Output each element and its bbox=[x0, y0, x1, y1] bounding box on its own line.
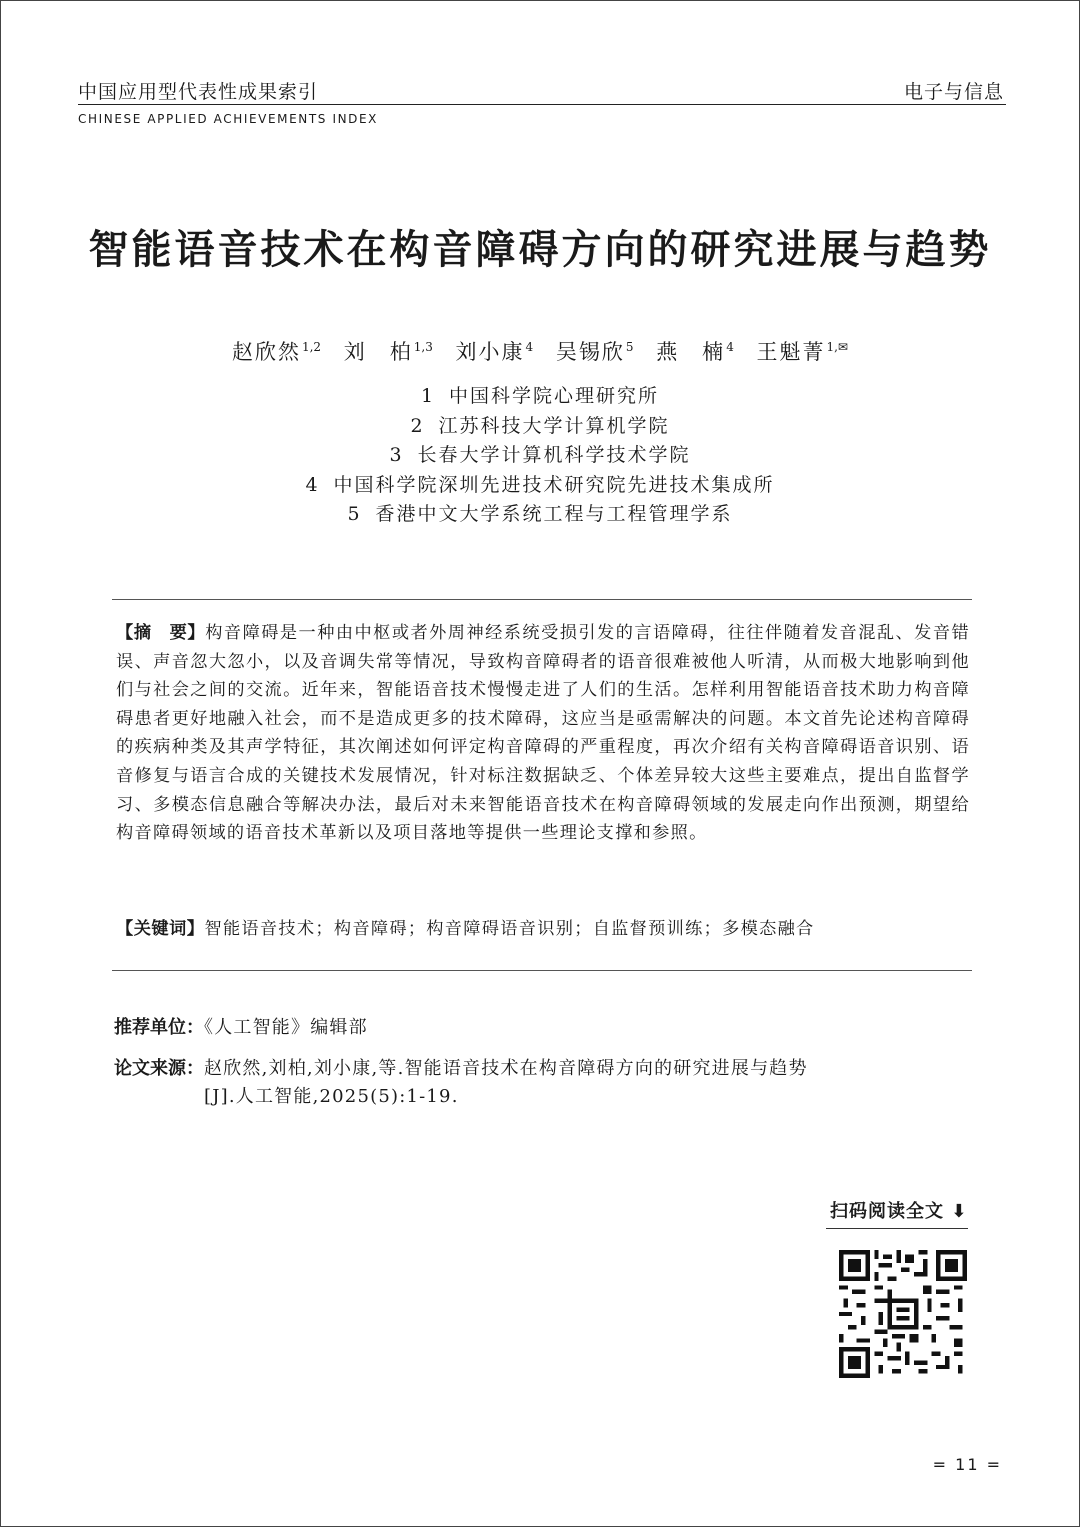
keywords bbox=[116, 914, 970, 939]
arrow-down-icon: ⬇ bbox=[951, 1201, 968, 1222]
abstract-bottom-divider bbox=[112, 970, 972, 971]
header-divider bbox=[78, 104, 1006, 105]
abstract-top-divider bbox=[112, 599, 972, 600]
abstract-text: 构音障碍是一种由中枢或者外周神经系统受损引发的言语障碍，往往伴随着发音混乱、发音错误、声音忽大忽小，以及音调失常等情况，导致构音障碍者的语音很难被他人听清，从而极大地影响到他们与社会之间的交流。近年来，智能语音技术慢慢走进了人们的生活。怎样利用智能语音技术助力构音障碍患者更好地融入社会，而不是造成更多的技术障碍，这应当是亟需解决的问题。本文首先论述构音障碍的疾病种类及其声学特征，其次阐述如何评定构音障碍的严重程度，再次介绍有关构音障碍语音识别、语音修复与语言合成的关键技术发展情况，针对标注数据缺乏、个体差异较大这些主要难点，提出自监督学习、多模态信息融合等解决办法，最后对未来智能语音技术在构音障碍领域的发展走向作出预测，期望给构音障碍领域的语音技术革新以及项目落地等提供一些理论支撑和参照。 bbox=[116, 623, 970, 844]
author-list bbox=[0, 336, 1080, 366]
source-citation: 赵欣然,刘柏,刘小康,等.智能语音技术在构音障碍方向的研究进展与趋势 [J].人工智能,2025(5):1-19. bbox=[204, 1058, 808, 1107]
keywords-label: 【关键词】 bbox=[116, 919, 205, 939]
author: 赵欣然$^{1,2}$ bbox=[231, 340, 322, 364]
qr-code[interactable] bbox=[839, 1250, 967, 1378]
scan-to-read[interactable]: 扫码阅读全文 ⬇ bbox=[830, 1201, 968, 1222]
paper-source bbox=[114, 1055, 970, 1111]
keywords-text: 智能语音技术；构音障碍；构音障碍语音识别；自监督预训练；多模态融合 bbox=[204, 919, 815, 939]
author: 刘 柏$^{1,3}$ bbox=[343, 340, 433, 364]
abstract-label: 【摘 要】 bbox=[116, 623, 206, 643]
source-label: 论文来源： bbox=[114, 1058, 204, 1079]
section-name: 电子与信息 bbox=[903, 81, 1004, 103]
author: 刘小康$^4$ bbox=[455, 340, 534, 364]
affiliation: 4 中国科学院深圳先进技术研究院先进技术集成所 bbox=[305, 473, 775, 496]
recommend-unit: 推荐单位：《人工智能》编辑部 bbox=[114, 1017, 368, 1038]
journal-name-en: CHINESE APPLIED ACHIEVEMENTS INDEX bbox=[78, 112, 379, 126]
affiliation: 5 香港中文大学系统工程与工程管理学系 bbox=[347, 503, 733, 526]
journal-name: 中国应用型代表性成果索引 bbox=[78, 81, 319, 103]
affiliation-list bbox=[0, 382, 1080, 530]
author: 王魁菁$^{1,✉}$ bbox=[756, 340, 849, 364]
affiliation: 2 江苏科技大学计算机学院 bbox=[410, 414, 670, 437]
affiliation: 3 长春大学计算机科学技术学院 bbox=[389, 444, 691, 467]
affiliation: 1 中国科学院心理研究所 bbox=[420, 385, 660, 407]
scan-divider bbox=[826, 1228, 968, 1229]
author: 吴锡欣$^5$ bbox=[555, 340, 634, 364]
author: 燕 楠$^4$ bbox=[656, 340, 734, 364]
page-number: = 11 = bbox=[932, 1455, 1002, 1474]
abstract bbox=[116, 619, 970, 848]
article-title: 智能语音技术在构音障碍方向的研究进展与趋势 bbox=[88, 226, 992, 273]
